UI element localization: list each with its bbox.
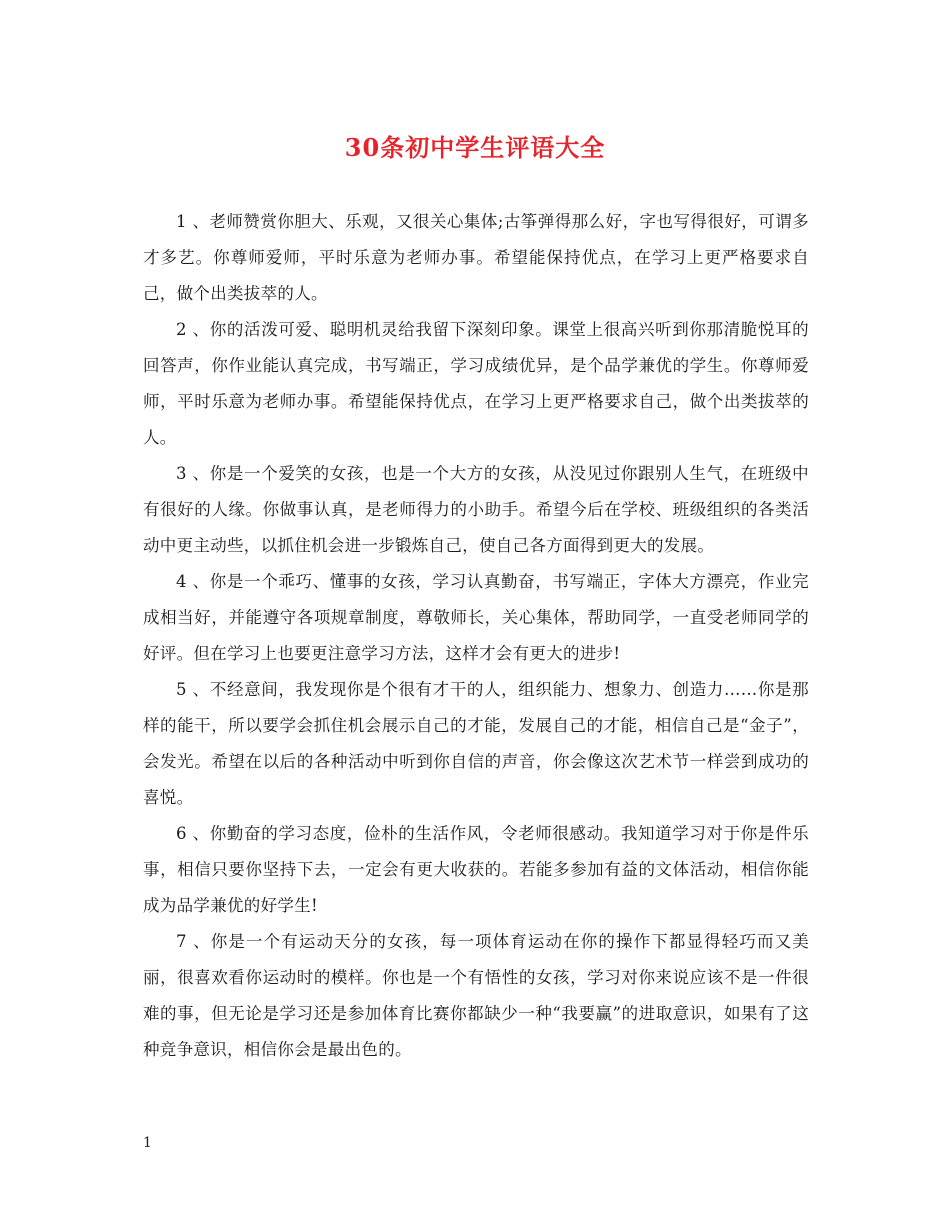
comment-paragraph-3: 3 、你是一个爱笑的女孩，也是一个大方的女孩，从没见过你跟别人生气，在班级中有很好的人缘。你做事认真，是老师得力的小助手。希望今后在学校、班级组织的各类活动中更主动些，以抓住机会进一步锻炼自己，使自己各方面得到更大的发展。 [143,464,809,555]
document-title: 30条初中学生评语大全 [344,133,606,162]
comment-paragraph-2: 2 、你的活泼可爱、聪明机灵给我留下深刻印象。课堂上很高兴听到你那清脆悦耳的回答声，你作业能认真完成，书写端正，学习成绩优异，是个品学兼优的学生。你尊师爱师，平时乐意为老师办事。希望能保持优点，在学习上更严格要求自己，做个出类拔萃的人。 [143,320,809,447]
comment-paragraph-5: 5 、不经意间，我发现你是个很有才干的人，组织能力、想象力、创造力……你是那样的能干，所以要学会抓住机会展示自己的才能，发展自己的才能，相信自己是“金子”，会发光。希望在以后的各种活动中听到你自信的声音，你会像这次艺术节一样尝到成功的喜悦。 [143,680,809,807]
document-body [143,204,809,1068]
comment-paragraph-6: 6 、你勤奋的学习态度，俭朴的生活作风，令老师很感动。我知道学习对于你是件乐事，相信只要你坚持下去，一定会有更大收获的。若能多参加有益的文体活动，相信你能成为品学兼优的好学生! [143,824,809,915]
comment-paragraph-7: 7 、你是一个有运动天分的女孩，每一项体育运动在你的操作下都显得轻巧而又美丽，很喜欢看你运动时的模样。你也是一个有悟性的女孩，学习对你来说应该不是一件很难的事，但无论是学习还是参加体育比赛你都缺少一种“我要赢”的进取意识，如果有了这种竞争意识，相信你会是最出色的。 [143,932,809,1059]
comment-paragraph-4: 4 、你是一个乖巧、懂事的女孩，学习认真勤奋，书写端正，字体大方漂亮，作业完成相当好，并能遵守各项规章制度，尊敬师长，关心集体，帮助同学，一直受老师同学的好评。但在学习上也要更注意学习方法，这样才会有更大的进步! [143,572,809,663]
comment-paragraph-1: 1 、老师赞赏你胆大、乐观，又很关心集体;古筝弹得那么好，字也写得很好，可谓多才多艺。你尊师爱师，平时乐意为老师办事。希望能保持优点，在学习上更严格要求自己，做个出类拔萃的人。 [143,212,809,303]
page-number: 1 [143,1135,152,1151]
